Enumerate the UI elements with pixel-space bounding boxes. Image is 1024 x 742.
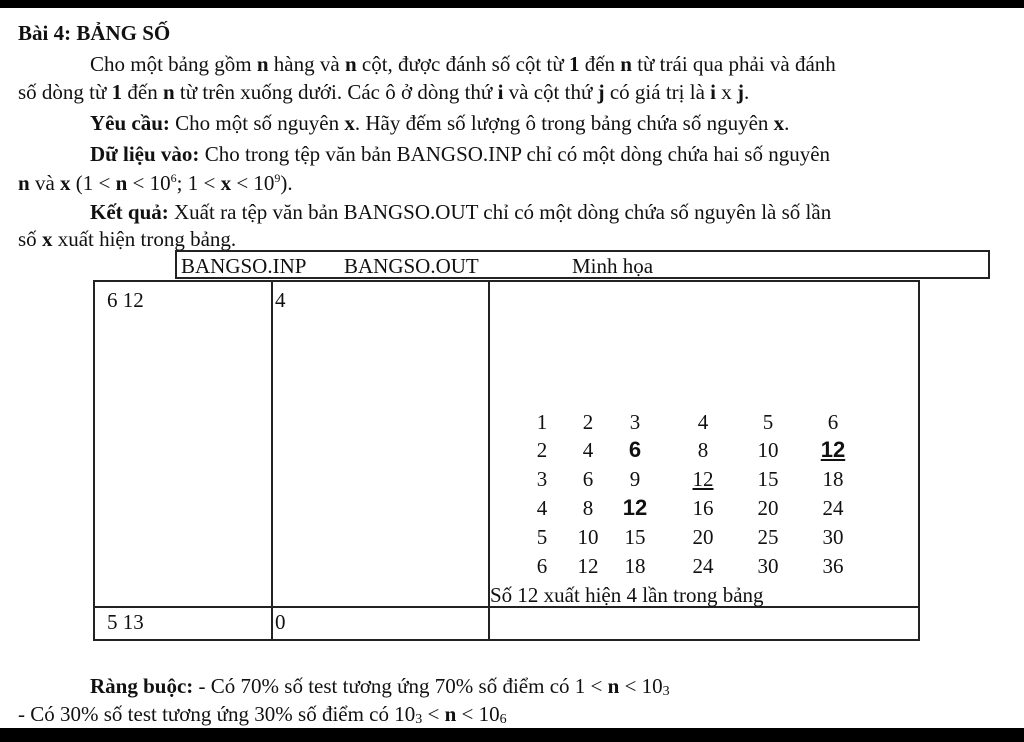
grid-cell: 30 xyxy=(757,554,779,578)
text: Cho một bảng gồm xyxy=(90,52,257,76)
num-1: 1 xyxy=(111,80,123,104)
header-inp: BANGSO.INP xyxy=(181,254,307,278)
var-n: n xyxy=(444,702,457,726)
problem-paragraph-line-2 xyxy=(18,79,749,105)
table-row xyxy=(94,281,919,607)
var-n: n xyxy=(607,674,620,698)
grid-cell: 15 xyxy=(757,467,779,491)
grid-cell: 20 xyxy=(692,525,714,549)
text: cột, được đánh số cột từ xyxy=(356,52,569,76)
row2-inp-cell xyxy=(94,607,272,640)
output-line-2 xyxy=(18,226,236,252)
grid-cell: 3 xyxy=(629,410,641,434)
output-line-1 xyxy=(90,199,831,225)
grid-cell: 12 xyxy=(577,554,599,578)
grid-cell: 5 xyxy=(762,410,774,434)
grid-cell: 4 xyxy=(582,438,594,462)
illustration-caption: Số 12 xuất hiện 4 lần trong bảng xyxy=(490,583,764,607)
text: từ trên xuống dưới. Các ô ở dòng thứ xyxy=(174,80,498,104)
grid-cell: 10 xyxy=(577,525,599,549)
text: - Có 70% số test tương ứng 70% số điểm có 1 < xyxy=(193,674,608,698)
row1-inp: 6 12 xyxy=(107,288,144,312)
header-illustration: Minh họa xyxy=(572,254,654,278)
grid-cell: 9 xyxy=(629,467,641,491)
row2-out-cell xyxy=(272,607,489,640)
text: ; 1 < xyxy=(176,171,221,195)
constraints-label: Ràng buộc: xyxy=(90,674,194,698)
grid-cell: 2 xyxy=(536,438,548,462)
grid-cell: 3 xyxy=(536,467,548,491)
requirement-label: Yêu cầu: xyxy=(90,111,170,135)
input-label: Dữ liệu vào: xyxy=(90,142,200,166)
text: Xuất ra tệp văn bản BANGSO.OUT chỉ có một dòng chứa số nguyên là số lần xyxy=(168,200,832,224)
grid-cell: 6 xyxy=(582,467,594,491)
text: < 10 xyxy=(127,171,171,195)
grid-cell: 24 xyxy=(822,496,844,520)
text: . xyxy=(784,111,790,135)
var-n: n xyxy=(18,171,30,195)
text: x xyxy=(716,80,737,104)
grid-cell: 6 xyxy=(628,437,642,462)
grid-cell: 25 xyxy=(757,525,779,549)
text: đến xyxy=(579,52,621,76)
problem-title: Bài 4: BẢNG SỐ xyxy=(18,21,171,45)
exponent: 9 xyxy=(274,171,281,185)
grid-cell: 2 xyxy=(582,410,594,434)
grid-cell: 12 xyxy=(622,495,648,520)
text: . Hãy đếm số lượng ô trong bảng chứa số nguyên xyxy=(354,111,774,135)
grid-cell: 16 xyxy=(692,496,714,520)
var-i: i xyxy=(710,80,716,104)
var-i: i xyxy=(497,80,504,104)
var-n: n xyxy=(162,80,175,104)
grid-cell: 24 xyxy=(692,554,714,578)
var-n: n xyxy=(620,52,632,76)
requirement-line xyxy=(90,110,789,136)
text: < 10 xyxy=(619,674,663,698)
illustration-cell xyxy=(489,281,919,607)
text: - Có 30% số test tương ứng 30% số điểm có 10 xyxy=(18,702,416,726)
text: Cho một số nguyên xyxy=(169,111,345,135)
examples-table xyxy=(93,280,920,641)
row2-inp: 5 13 xyxy=(107,610,144,634)
grid-cell: 6 xyxy=(536,554,548,578)
grid-cell: 1 xyxy=(536,410,548,434)
text: xuất hiện trong bảng. xyxy=(52,227,237,251)
grid-cell: 18 xyxy=(624,554,646,578)
grid-cell: 4 xyxy=(536,496,548,520)
text: đến xyxy=(122,80,163,104)
var-j: j xyxy=(597,80,605,104)
grid-cell: 18 xyxy=(822,467,844,491)
num-1: 1 xyxy=(568,52,580,76)
text: (1 < xyxy=(70,171,116,195)
exponent: 6 xyxy=(499,712,507,727)
text: < xyxy=(422,702,445,726)
text: có giá trị là xyxy=(604,80,711,104)
var-n: n xyxy=(344,52,357,76)
row1-out-cell xyxy=(272,281,489,607)
var-n: n xyxy=(115,171,128,195)
header-out: BANGSO.OUT xyxy=(344,254,479,278)
grid-cell: 12 xyxy=(820,437,846,462)
exponent: 6 xyxy=(170,171,177,185)
var-j: j xyxy=(737,80,744,104)
problem-paragraph-line-1 xyxy=(90,51,836,77)
exponent: 3 xyxy=(662,684,670,699)
text: Cho trong tệp văn bản BANGSO.INP chỉ có một dòng chứa hai số nguyên xyxy=(199,142,831,166)
row1-out: 4 xyxy=(275,288,286,312)
grid-cell: 36 xyxy=(822,554,844,578)
text: từ trái qua phải và đánh xyxy=(631,52,836,76)
bottom-border xyxy=(0,728,1024,742)
var-x: x xyxy=(344,111,355,135)
input-line-1 xyxy=(90,141,830,167)
text: số xyxy=(18,227,42,251)
grid-cell: 15 xyxy=(624,525,646,549)
text: . xyxy=(744,80,750,104)
input-line-2 xyxy=(18,170,293,196)
grid-cell: 8 xyxy=(582,496,594,520)
text: < 10 xyxy=(231,171,275,195)
text: số dòng từ xyxy=(18,80,112,104)
grid-cell: 6 xyxy=(827,410,839,434)
var-x: x xyxy=(41,227,53,251)
table-header-row xyxy=(175,250,990,279)
var-n: n xyxy=(256,52,269,76)
grid-cell: 12 xyxy=(692,467,714,491)
top-border xyxy=(0,0,1024,8)
grid-cell: 4 xyxy=(697,410,709,434)
text: và xyxy=(29,171,61,195)
grid-cell: 30 xyxy=(822,525,844,549)
table-row xyxy=(94,607,919,640)
grid-cell: 20 xyxy=(757,496,779,520)
text: < 10 xyxy=(456,702,500,726)
grid-cell: 8 xyxy=(697,438,709,462)
row2-ill-cell xyxy=(489,607,919,640)
text: và cột thứ xyxy=(503,80,598,104)
var-x: x xyxy=(60,171,71,195)
output-label: Kết quả: xyxy=(90,200,169,224)
var-x: x xyxy=(220,171,232,195)
row1-inp-cell xyxy=(94,281,272,607)
row2-out: 0 xyxy=(275,610,286,634)
grid-cell: 10 xyxy=(757,438,779,462)
grid-cell: 5 xyxy=(536,525,548,549)
text: ). xyxy=(280,171,293,195)
text: hàng và xyxy=(268,52,345,76)
exponent: 3 xyxy=(415,712,423,727)
var-x: x xyxy=(773,111,785,135)
